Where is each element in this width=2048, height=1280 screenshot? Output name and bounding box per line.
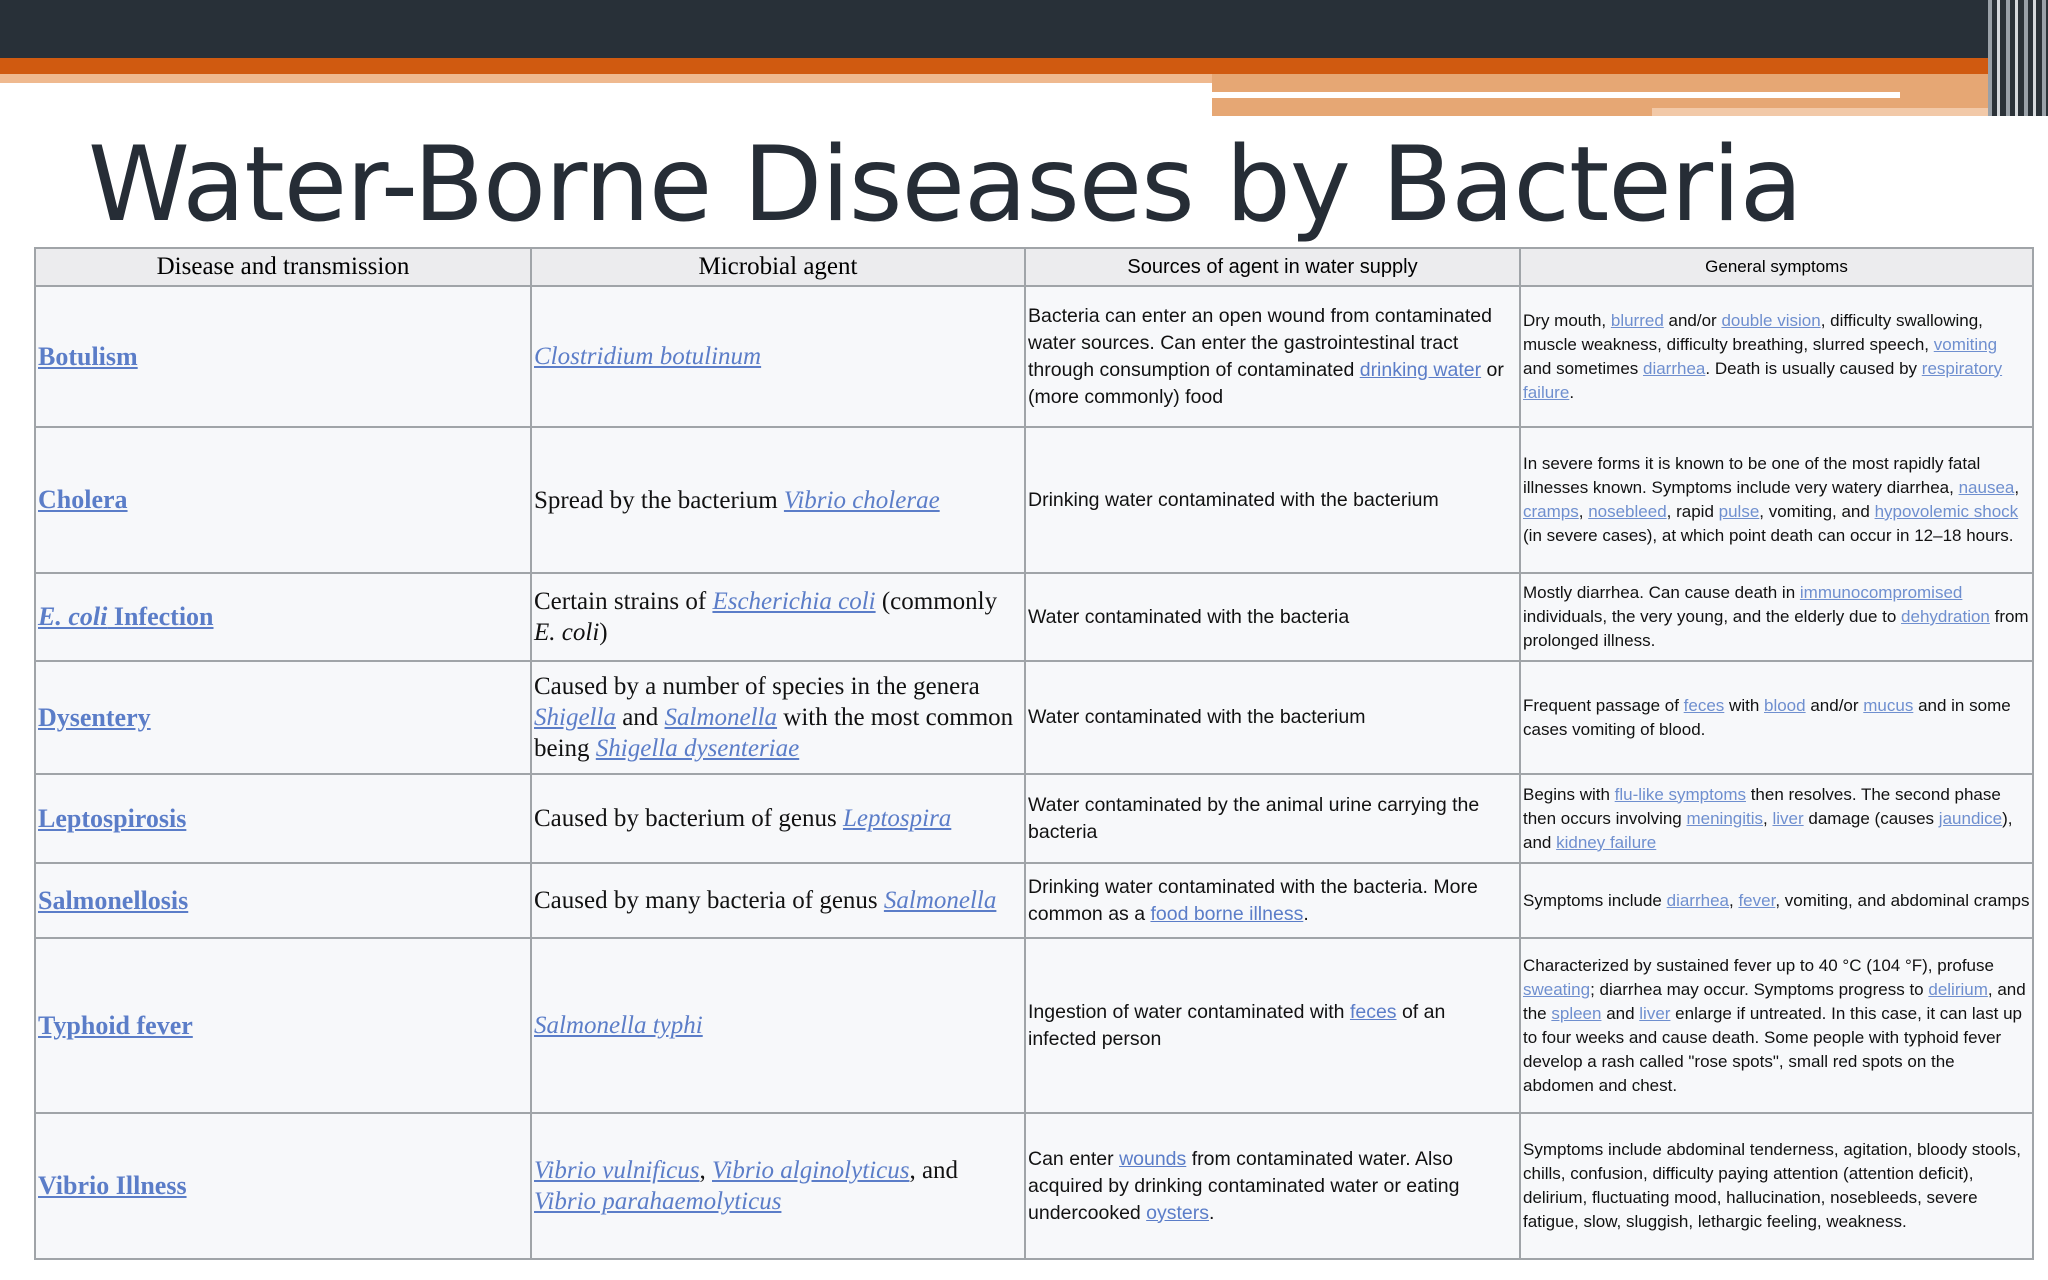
cell-text: with: [1724, 695, 1764, 715]
cell-text: , difficulty swallowing, muscle weakness, difficulty breathing, slurred speech,: [1523, 310, 1983, 354]
source-cell: [1025, 573, 1520, 661]
cell-text: individuals, the very young, and the elderly due to: [1523, 607, 1902, 626]
cell-text: ,: [2014, 478, 2020, 497]
disease-cell: [35, 286, 531, 427]
wiki-link[interactable]: Salmonellosis: [38, 885, 189, 915]
cell-text: then resolves. The second phase then occurs involving: [1523, 784, 2001, 828]
wiki-link[interactable]: wounds: [1119, 1147, 1187, 1170]
cell-text: (in severe cases), at which point death can occur in 12–18 hours.: [1523, 526, 2014, 545]
wiki-link[interactable]: Leptospira: [842, 805, 952, 832]
cell-text: .: [1303, 902, 1309, 925]
disease-cell: [35, 938, 531, 1113]
cell-text: Can enter: [1028, 1147, 1120, 1170]
cell-text: and: [615, 704, 665, 731]
wiki-link[interactable]: jaundice: [1938, 808, 2003, 828]
table-row: [35, 286, 2033, 427]
symptoms-cell: [1520, 863, 2033, 938]
agent-cell: [531, 774, 1025, 863]
wiki-link[interactable]: Vibrio parahaemolyticus: [534, 1188, 782, 1215]
cell-text: and/or: [1805, 695, 1864, 715]
cell-text: Dry mouth,: [1523, 310, 1611, 330]
table-row: [35, 938, 2033, 1113]
disease-cell: [35, 863, 531, 938]
wiki-link[interactable]: drinking water: [1359, 358, 1482, 381]
table-header-row: [35, 248, 2033, 286]
wiki-link[interactable]: oysters: [1146, 1201, 1210, 1224]
peach-stripe: [0, 74, 1212, 83]
source-cell: [1025, 1113, 1520, 1259]
cell-text: Caused by bacterium of genus: [534, 805, 843, 832]
cell-text: (commonly: [875, 588, 998, 615]
wiki-link[interactable]: food borne illness: [1150, 902, 1304, 925]
wiki-link[interactable]: fever: [1738, 890, 1776, 910]
symptoms-cell: [1520, 1113, 2033, 1259]
source-cell: [1025, 938, 1520, 1113]
cell-text: damage (causes: [1803, 808, 1939, 828]
agent-cell: [531, 661, 1025, 774]
wiki-link[interactable]: diarrhea: [1666, 890, 1729, 910]
wiki-link[interactable]: Botulism: [38, 341, 138, 371]
agent-cell: [531, 286, 1025, 427]
cell-text: Drinking water contaminated with the bacterium: [1028, 488, 1439, 511]
wiki-link[interactable]: pulse: [1718, 502, 1760, 521]
top-orange-stripe: [0, 58, 2048, 74]
cell-text: Drinking water contaminated with the bacteria. More common as a: [1028, 875, 1478, 925]
cell-text: and: [1601, 1003, 1640, 1023]
cell-text: and sometimes: [1523, 358, 1643, 378]
cell-text: .: [1209, 1201, 1215, 1224]
symptoms-cell: [1520, 286, 2033, 427]
table-row: [35, 774, 2033, 863]
wiki-link[interactable]: Vibrio cholerae: [783, 486, 940, 514]
cell-text: of an infected person: [1028, 1000, 1446, 1050]
source-cell: [1025, 286, 1520, 427]
cell-text: Water contaminated with the bacterium: [1028, 706, 1366, 728]
cell-text: Symptoms include: [1523, 890, 1667, 910]
wiki-link[interactable]: double vision: [1721, 310, 1821, 330]
cell-text: ): [599, 619, 608, 646]
cell-text: from prolonged illness.: [1523, 607, 2029, 650]
agent-cell: [531, 863, 1025, 938]
wiki-link[interactable]: liver: [1639, 1003, 1671, 1023]
source-cell: [1025, 427, 1520, 573]
cell-text: with the most common being: [534, 704, 1014, 762]
cell-text: , and: [909, 1157, 959, 1184]
wiki-link[interactable]: sweating: [1523, 979, 1591, 999]
cell-text: .: [1569, 382, 1575, 402]
cell-text: Bacteria can enter an open wound from contaminated water sources. Can enter the gastrointestinal tract through consumption of contaminated: [1028, 304, 1492, 381]
cell-text: Mostly diarrhea. Can cause death in: [1523, 583, 1800, 602]
header-disease: Disease and transmission: [35, 248, 531, 286]
cell-text: Frequent passage of: [1523, 695, 1684, 715]
wiki-link[interactable]: Shigella dysenteriae: [595, 735, 800, 762]
table-row: [35, 573, 2033, 661]
agent-cell: [531, 573, 1025, 661]
wiki-link[interactable]: feces: [1349, 1000, 1397, 1023]
cell-text: Begins with: [1523, 784, 1615, 804]
wiki-link[interactable]: nausea: [1958, 478, 2015, 497]
cell-text: and/or: [1663, 310, 1722, 330]
cell-text: Water contaminated with the bacteria: [1028, 605, 1350, 628]
cell-text: Symptoms include abdominal tenderness, agitation, bloody stools, chills, confusion, difficulty paying attention (attention deficit), delirium, fluctuating mood, hallucination, nosebleeds, severe fatigue, slow, sluggish, lethargic feeling, weakness.: [1523, 1140, 2022, 1231]
cell-text: Ingestion of water contaminated with: [1028, 1000, 1350, 1023]
cell-text: , rapid: [1666, 502, 1719, 521]
wiki-link[interactable]: immunocompromised: [1799, 583, 1963, 602]
wiki-link[interactable]: spleen: [1551, 1003, 1602, 1023]
wiki-link[interactable]: cramps: [1523, 502, 1579, 521]
wiki-link[interactable]: dehydration: [1901, 607, 1990, 626]
wiki-link[interactable]: Escherichia coli: [712, 588, 876, 615]
cell-text: , vomiting, and: [1759, 502, 1875, 521]
disease-cell: [35, 427, 531, 573]
agent-cell: [531, 938, 1025, 1113]
wiki-link[interactable]: E. coli: [38, 602, 108, 631]
symptoms-cell: [1520, 774, 2033, 863]
cell-text: from contaminated water. Also acquired by drinking contaminated water or eating undercooked: [1028, 1147, 1460, 1224]
disease-cell: [35, 774, 531, 863]
symptoms-cell: [1520, 427, 2033, 573]
wiki-link[interactable]: delirium: [1928, 979, 1988, 999]
cell-text: In severe forms it is known to be one of the most rapidly fatal illnesses known. Symptoms include very watery diarrhea,: [1523, 454, 1981, 497]
header-source: Sources of agent in water supply: [1025, 248, 1520, 286]
wiki-link[interactable]: Shigella: [534, 704, 616, 731]
wiki-link[interactable]: Infection: [107, 602, 214, 631]
wiki-link[interactable]: flu-like symptoms: [1614, 784, 1746, 804]
wiki-link[interactable]: Leptospirosis: [38, 803, 187, 833]
header-agent: Microbial agent: [531, 248, 1025, 286]
cell-text: Water contaminated by the animal urine carrying the bacteria: [1028, 793, 1480, 843]
cell-text: Caused by many bacteria of genus: [534, 887, 884, 914]
cell-text: ,: [1729, 890, 1739, 910]
top-dark-bar: [0, 0, 2048, 58]
symptoms-cell: [1520, 661, 2033, 774]
table-row: [35, 427, 2033, 573]
cell-text: or (more commonly) food: [1028, 358, 1504, 408]
bacteria-disease-table: [34, 247, 2034, 1260]
symptoms-cell: [1520, 938, 2033, 1113]
wiki-link[interactable]: nosebleed: [1588, 502, 1667, 521]
cell-text: ), and: [1523, 808, 2013, 852]
wiki-link[interactable]: diarrhea: [1643, 358, 1706, 378]
wiki-link[interactable]: Dysentery: [38, 702, 151, 732]
right-accent-white-line: [1212, 92, 1900, 98]
agent-cell: [531, 1113, 1025, 1259]
cell-text: , vomiting, and abdominal cramps: [1775, 890, 2030, 910]
cell-text: Characterized by sustained fever up to 40 °C (104 °F), profuse: [1523, 955, 1994, 975]
cell-text: Spread by the bacterium: [534, 486, 784, 514]
cell-text: and in some cases vomiting of blood.: [1523, 695, 2011, 739]
wiki-link[interactable]: mucus: [1863, 695, 1914, 715]
symptoms-cell: [1520, 573, 2033, 661]
wiki-link[interactable]: Salmonella: [664, 704, 778, 731]
wiki-link[interactable]: Typhoid fever: [38, 1010, 193, 1040]
wiki-link[interactable]: Cholera: [38, 485, 128, 514]
wiki-link[interactable]: Salmonella typhi: [534, 1012, 703, 1039]
wiki-link[interactable]: kidney failure: [1556, 832, 1657, 852]
cell-text: . Death is usually caused by: [1705, 358, 1922, 378]
wiki-link[interactable]: Vibrio alginolyticus: [712, 1157, 910, 1184]
corner-stripes-decoration: [1988, 0, 2048, 116]
header-symptoms: General symptoms: [1520, 248, 2033, 286]
cell-text: ,: [1578, 502, 1589, 521]
source-cell: [1025, 661, 1520, 774]
wiki-link[interactable]: vomiting: [1933, 334, 1998, 354]
wiki-link[interactable]: meningitis: [1686, 808, 1764, 828]
wiki-link[interactable]: blurred: [1610, 310, 1664, 330]
wiki-link[interactable]: Vibrio Illness: [38, 1171, 187, 1200]
wiki-link[interactable]: respiratory failure: [1523, 358, 2003, 402]
wiki-link[interactable]: Vibrio vulnificus: [534, 1157, 700, 1184]
disease-cell: [35, 1113, 531, 1259]
source-cell: [1025, 774, 1520, 863]
cell-text: Caused by a number of species in the genera: [534, 673, 980, 700]
wiki-link[interactable]: Salmonella: [883, 887, 997, 914]
agent-cell: [531, 427, 1025, 573]
cell-text: ; diarrhea may occur. Symptoms progress to: [1590, 979, 1929, 999]
cell-text: enlarge if untreated. In this case, it can last up to four weeks and cause death. Some people with typhoid fever develop a rash called "rose spots", small red spots on the abdomen and chest.: [1523, 1003, 2022, 1095]
table-row: [35, 661, 2033, 774]
slide-title: Water-Borne Diseases by Bacteria: [88, 125, 1802, 245]
table-row: [35, 1113, 2033, 1259]
disease-cell: [35, 661, 531, 774]
wiki-link[interactable]: Clostridium botulinum: [534, 343, 762, 370]
cell-text: ,: [1763, 808, 1773, 828]
source-cell: [1025, 863, 1520, 938]
cell-text: E. coli: [534, 619, 600, 646]
disease-cell: [35, 573, 531, 661]
wiki-link[interactable]: hypovolemic shock: [1874, 502, 2019, 521]
wiki-link[interactable]: feces: [1683, 695, 1725, 715]
wiki-link[interactable]: liver: [1772, 808, 1804, 828]
table-row: [35, 863, 2033, 938]
cell-text: ,: [699, 1157, 712, 1184]
cell-text: , and the: [1523, 979, 2026, 1023]
cell-text: Certain strains of: [534, 588, 713, 615]
wiki-link[interactable]: blood: [1764, 695, 1806, 715]
